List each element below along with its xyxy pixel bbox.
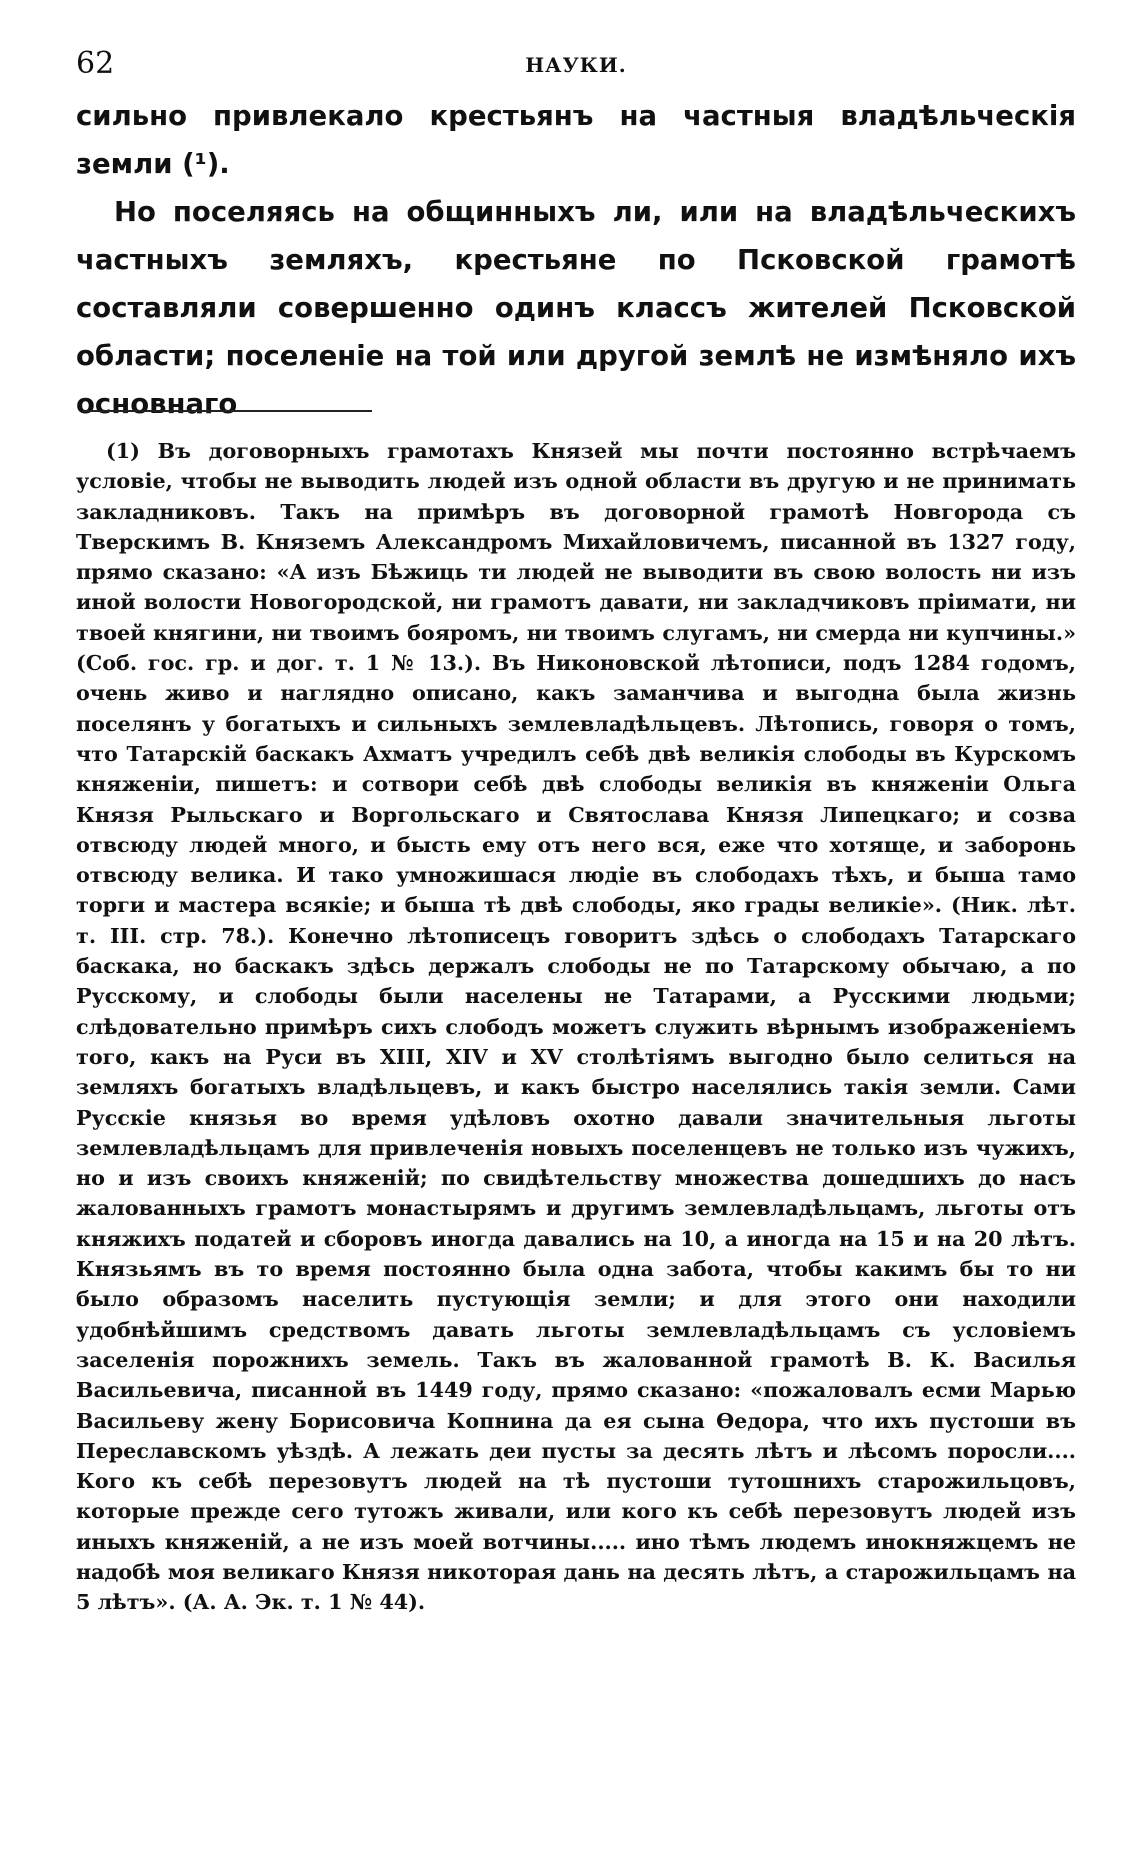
footnote: (1) Въ договорныхъ грамотахъ Князей мы почти постоянно встрѣчаемъ условіе, чтобы не выводить людей изъ одной области въ другую и не принимать закладниковъ. Такъ на примѣръ въ договорной грамотѣ Новгорода съ Тверскимъ В. Княземъ Александромъ Михайловичемъ, писанной въ 1327 году, прямо сказано: «А изъ Бѣжиць ти людей не выводити въ свою волость ни изъ иной волости Новогородской, ни грамотъ давати, ни закладчиковъ пріимати, ни твоей княгини, ни твоимъ бояромъ, ни твоимъ слугамъ, ни смерда ни купчины.» (Соб. гос. гр. и дог. т. 1 № 13.). Въ Никоновской лѣтописи, подъ 1284 годомъ, очень живо и наглядно описано, какъ заманчива и выгодна была жизнь поселянъ у богатыхъ и сильныхъ землевладѣльцевъ. Лѣтопись, говоря о томъ, что Татарскій баскакъ Ахматъ учредилъ себѣ двѣ великія слободы въ Курскомъ княженіи, пишетъ: и сотвори себѣ двѣ слободы великія въ княженіи Ольга Князя Рыльскаго и Воргольскаго и Святослава Князя Липецкаго; и созва отвсюду людей много, и бысть ему отъ него вся, еже что хотяще, и заборонь отвсюду велика. И тако умножишася людіе въ слободахъ тѣхъ, и быша тамо торги и мастера всякіе; и быша тѣ двѣ слободы, яко грады великіе». (Ник. лѣт. т. III. стр. 78.). Конечно лѣтописецъ говоритъ здѣсь о слободахъ Татарскаго баскака, но баскакъ здѣсь держалъ слободы не по Татарскому обычаю, а по Русскому, и слободы были населены не Татарами, а Русскими людьми; слѣдовательно примѣръ сихъ слободъ можетъ служить вѣрнымъ изображеніемъ того, какъ на Руси въ XIII, XIV и XV столѣтіямъ выгодно было селиться на земляхъ богатыхъ владѣльцевъ, и какъ быстро населялись такія земли. Сами Русскіе князья во время удѣловъ охотно давали значительныя льготы землевладѣльцамъ для привлеченія новыхъ поселенцевъ не только изъ чужихъ, но и изъ своихъ княженій; по свидѣтельству множества дошедшихъ до насъ жалованныхъ грамотъ монастырямъ и другимъ землевладѣльцамъ, льготы отъ княжихъ податей и сборовъ иногда давались на 10, а иногда на 15 и на 20 лѣтъ. Князьямъ въ то время постоянно была одна забота, чтобы какимъ бы то ни было образомъ населить пустующія земли; и для этого они находили удобнѣйшимъ средствомъ давать льготы землевладѣльцамъ съ условіемъ заселенія порожнихъ земель. Такъ въ жалованной грамотѣ В. К. Василья Васильевича, писанной въ 1449 году, прямо сказано: «пожаловалъ есми Марью Васильеву жену Борисовича Копнина да ея сына Ѳедора, что ихъ пустоши въ Переславскомъ уѣздѣ. А лежать деи пусты за десять лѣтъ и лѣсомъ поросли.... Кого къ себѣ перезовутъ людей на тѣ пустоши тутошнихъ старожильцовъ, которые прежде сего тутожъ живали, или кого къ себѣ перезовутъ людей изъ иныхъ княженій, а не изъ моей вотчины..... ино тѣмъ людемъ инокняжцемъ не надобѣ моя великаго Князя никоторая дань на десять лѣтъ, а старожильцамъ на 5 лѣтъ». (А. А. Эк. т. 1 № 44). [76,439,1076,1615]
main-text [76,92,1076,428]
main-paragraph: Но поселяясь на общинныхъ ли, или на владѣльческихъ частныхъ земляхъ, крестьяне по Псковской грамотѣ составляли совершенно одинъ классъ жителей Псковской области; поселеніе на той или другой землѣ не измѣняло ихъ основнаго [76,196,1076,420]
main-paragraph: сильно привлекало крестьянъ на частныя владѣльческія земли (¹). [76,100,1076,180]
running-head: НАУКИ. [525,53,627,77]
page-header [76,44,1076,84]
page-number: 62 [76,46,115,81]
footnote-separator [82,410,372,412]
